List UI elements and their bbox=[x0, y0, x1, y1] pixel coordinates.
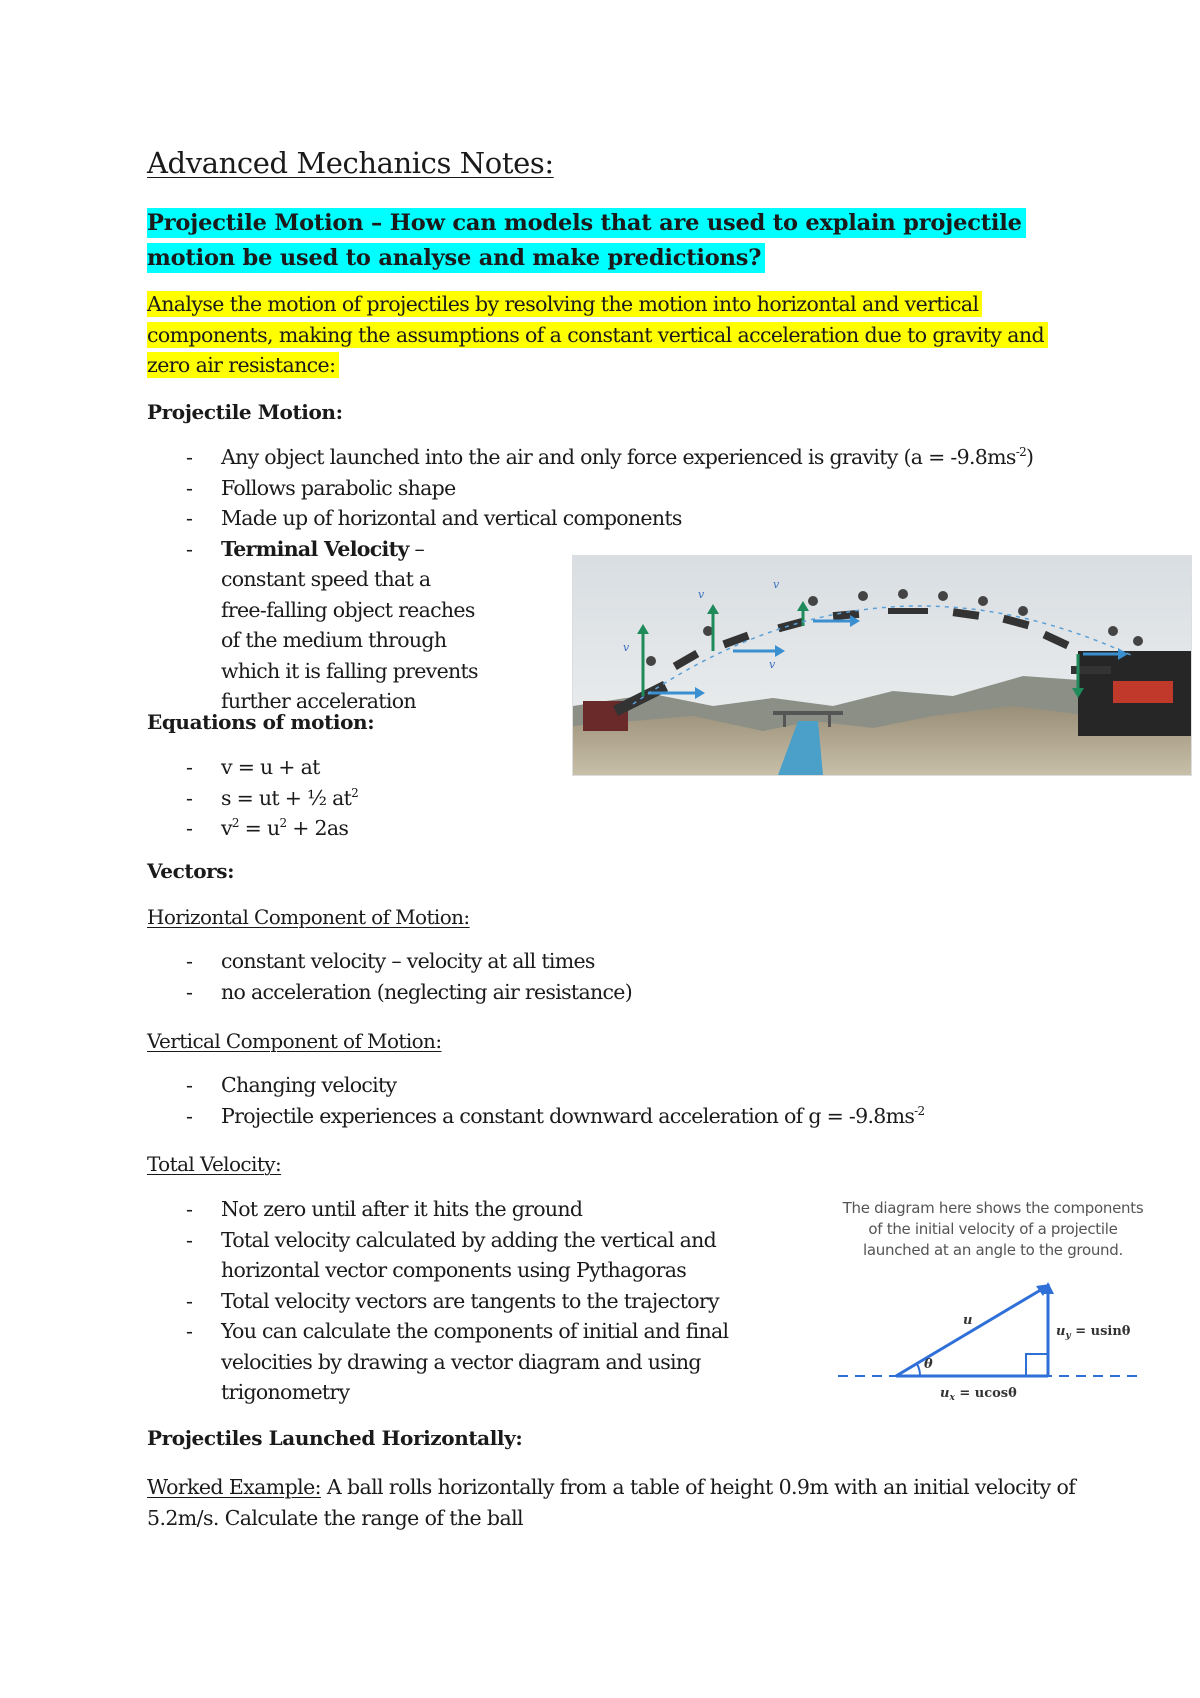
list-item: - Changing velocity bbox=[186, 1073, 397, 1097]
horizontal-component-heading: Horizontal Component of Motion: bbox=[147, 905, 470, 929]
total-velocity-list bbox=[147, 1194, 747, 1408]
horizontal-component-list bbox=[147, 946, 1047, 1007]
equations-of-motion-heading: Equations of motion: bbox=[147, 710, 375, 734]
list-item: - Total velocity calculated by adding the vertical and horizontal vector components using Pythagoras bbox=[186, 1227, 717, 1282]
vector-triangle bbox=[838, 1198, 1148, 1418]
equation-item: - s = ut + ½ $at^2$ bbox=[186, 785, 359, 810]
list-item: - constant velocity – velocity at all times bbox=[186, 949, 595, 973]
inquiry-question-heading bbox=[147, 206, 1047, 276]
svg-text:θ: θ bbox=[924, 1357, 933, 1372]
motorcycle-jump-illustration bbox=[573, 556, 1191, 775]
list-item: - You can calculate the components of initial and final velocities by drawing a vector diagram and using trigonometry bbox=[186, 1319, 729, 1404]
svg-text:v: v bbox=[698, 588, 705, 601]
velocity-components-diagram bbox=[838, 1198, 1148, 1418]
projectile-motion-heading: Projectile Motion: bbox=[147, 400, 343, 424]
svg-text:v: v bbox=[773, 578, 780, 591]
total-velocity-heading: Total Velocity: bbox=[147, 1152, 282, 1176]
launched-horizontally-heading: Projectiles Launched Horizontally: bbox=[147, 1426, 523, 1450]
worked-example-text: A ball rolls horizontally from a table of height 0.9m with an initial velocity of 5.2m/s. Calculate the range of the ball bbox=[147, 1475, 1076, 1530]
list-item: - Any object launched into the air and only force experienced is gravity $(a = -9.8ms^{-2})$ bbox=[186, 445, 1034, 469]
equations-list bbox=[147, 752, 547, 844]
list-item: - Projectile experiences a constant downward acceleration of $g = -9.8ms^{-2}$ bbox=[186, 1103, 925, 1128]
list-item: - Not zero until after it hits the ground bbox=[186, 1197, 583, 1221]
list-item: - no acceleration (neglecting air resistance) bbox=[186, 979, 633, 1004]
motorcycle-jump-photo bbox=[572, 555, 1192, 776]
equation-item: - v = u + at bbox=[186, 755, 320, 779]
svg-text:u: u bbox=[963, 1313, 973, 1328]
svg-text:uy = usinθ: $u_y = usin\theta$ bbox=[1056, 1324, 1131, 1341]
vectors-heading: Vectors: bbox=[147, 859, 235, 883]
equation-item: - $v^2 = u^2 + 2as$ bbox=[186, 816, 349, 840]
syllabus-point bbox=[147, 289, 1067, 381]
terminal-velocity-term: Terminal Velocity bbox=[221, 536, 409, 561]
inquiry-question-text: Projectile Motion – How can models that are used to explain projectile motion be used to analyse and make predictions? bbox=[147, 208, 1026, 273]
svg-text:v: v bbox=[623, 641, 630, 654]
list-item: - Made up of horizontal and vertical components bbox=[186, 506, 682, 530]
vertical-component-heading: Vertical Component of Motion: bbox=[147, 1029, 442, 1053]
diagram-caption: The diagram here shows the components of the initial velocity of a projectile launched at an angle to the ground. bbox=[842, 1199, 1144, 1259]
worked-example bbox=[147, 1472, 1087, 1533]
list-item: - Total velocity vectors are tangents to the trajectory bbox=[186, 1288, 719, 1313]
terminal-velocity-definition: – constant speed that a free-falling object reaches of the medium through which it is falling prevents further acceleration bbox=[221, 536, 478, 713]
worked-example-label: Worked Example: bbox=[147, 1475, 321, 1499]
svg-text:ux = ucosθ: $u_x = ucos\theta$ bbox=[940, 1386, 1017, 1403]
svg-text:v: v bbox=[769, 658, 776, 671]
document-title: Advanced Mechanics Notes: bbox=[147, 146, 554, 180]
list-item: - Terminal Velocity – constant speed that a free-falling object reaches of the medium through which it is falling prevents further acceleration bbox=[186, 536, 478, 713]
vertical-component-list bbox=[147, 1070, 1087, 1131]
syllabus-point-text: Analyse the motion of projectiles by resolving the motion into horizontal and vertical components, making the assumptions of a constant vertical acceleration due to gravity and zero air resistance: bbox=[147, 291, 1048, 378]
list-item: - Follows parabolic shape bbox=[186, 475, 456, 500]
